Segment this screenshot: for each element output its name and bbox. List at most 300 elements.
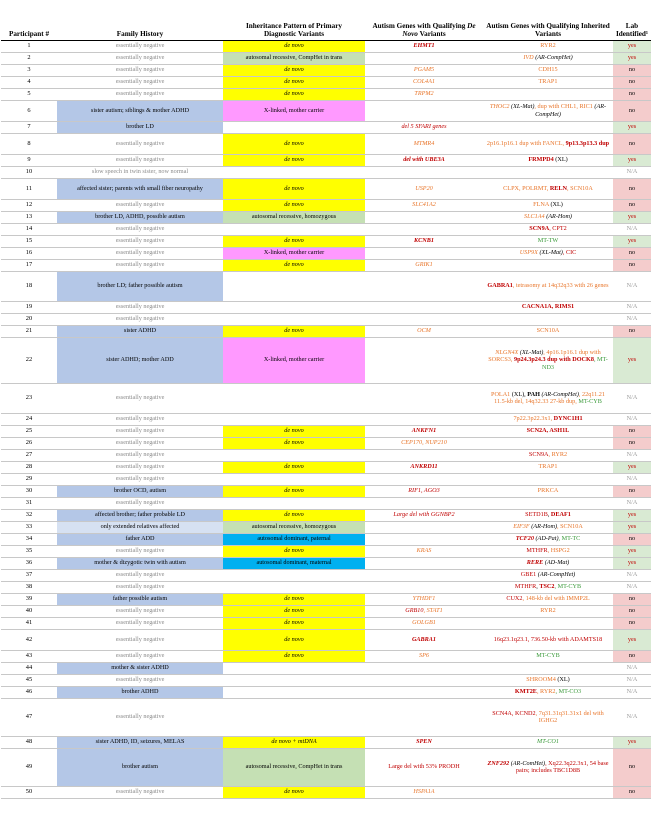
table-row (1, 64, 651, 76)
denovo-cell (365, 64, 483, 76)
denovo-cell (365, 650, 483, 662)
inherited-segment: GBE1 (520, 571, 537, 579)
family-history-cell: father ADD (57, 533, 223, 545)
denovo-cell (365, 154, 483, 166)
lab-cell: yes (613, 235, 651, 247)
inherited-segment: RYR2 (540, 42, 556, 50)
family-history-cell: essentially negative (57, 698, 223, 736)
inherited-cell (483, 674, 613, 686)
family-history-cell: sister ADHD; mother ADD (57, 337, 223, 383)
inherited-cell (483, 662, 613, 674)
inheritance-cell: de novo (223, 64, 365, 76)
table-row (1, 223, 651, 235)
family-history-cell: essentially negative (57, 786, 223, 798)
inherited-cell (483, 211, 613, 223)
table-row (1, 605, 651, 617)
lab-cell: N/A (613, 662, 651, 674)
inheritance-cell (223, 166, 365, 178)
denovo-segment: ANKRD11 (410, 463, 438, 471)
family-history-cell: mother & dizygotic twin with autism (57, 557, 223, 569)
inherited-segment: (XL), (510, 390, 528, 398)
inheritance-cell: X-linked, mother carrier (223, 247, 365, 259)
lab-cell: no (613, 247, 651, 259)
table-row (1, 40, 651, 52)
table-row (1, 786, 651, 798)
table-row (1, 473, 651, 485)
inherited-segment: GABRA1 (487, 282, 513, 290)
inherited-cell (483, 301, 613, 313)
family-history-cell: sister autism; siblings & mother ADHD (57, 100, 223, 121)
family-history-cell: essentially negative (57, 247, 223, 259)
inherited-cell (483, 593, 613, 605)
denovo-segment: GRB10 (405, 607, 424, 615)
inheritance-cell: de novo + mtDNA (223, 736, 365, 748)
family-history-cell: essentially negative (57, 581, 223, 593)
denovo-cell (365, 271, 483, 301)
denovo-cell (365, 593, 483, 605)
participant-cell: 20 (1, 313, 57, 325)
lab-cell: yes (613, 736, 651, 748)
participant-cell: 44 (1, 662, 57, 674)
inherited-segment: , (536, 583, 540, 591)
lab-cell: yes (613, 629, 651, 650)
table-row (1, 581, 651, 593)
family-history-cell: brother OCD, autism (57, 485, 223, 497)
inherited-segment: MT-CYB (578, 398, 602, 405)
inherited-segment: EIF3F (513, 523, 530, 531)
denovo-segment: CEP170, NUP210 (401, 439, 447, 447)
inherited-cell (483, 64, 613, 76)
inherited-cell (483, 698, 613, 736)
denovo-segment: YTHDF1 (412, 595, 436, 603)
family-history-cell: essentially negative (57, 383, 223, 413)
inherited-cell (483, 313, 613, 325)
participant-cell: 46 (1, 686, 57, 698)
lab-cell: yes (613, 52, 651, 64)
inherited-segment: (AR-Hom) (544, 213, 572, 221)
inherited-cell (483, 557, 613, 569)
denovo-cell (365, 485, 483, 497)
inherited-cell (483, 52, 613, 64)
table-row (1, 521, 651, 533)
table-row (1, 178, 651, 199)
table-row (1, 569, 651, 581)
inherited-cell (483, 325, 613, 337)
denovo-cell (365, 662, 483, 674)
denovo-cell (365, 545, 483, 557)
inheritance-cell: de novo (223, 593, 365, 605)
participant-cell: 15 (1, 235, 57, 247)
inherited-cell (483, 178, 613, 199)
inherited-cell (483, 199, 613, 211)
family-history-cell: essentially negative (57, 629, 223, 650)
denovo-cell (365, 383, 483, 413)
inherited-segment: MT-CYB (536, 652, 560, 660)
inherited-segment: , MT-ND3 (541, 356, 608, 371)
denovo-cell (365, 40, 483, 52)
denovo-cell (365, 521, 483, 533)
inherited-segment: , SCN10A (567, 184, 593, 192)
denovo-segment: MTMR4 (413, 139, 435, 147)
denovo-header-novo: Novo (402, 30, 418, 39)
inherited-segment: CLPX, POLRMT, (503, 184, 550, 192)
family-history-cell: essentially negative (57, 154, 223, 166)
table-row (1, 736, 651, 748)
inheritance-cell: X-linked, mother carrier (223, 337, 365, 383)
table-row (1, 650, 651, 662)
denovo-cell (365, 199, 483, 211)
table-row (1, 617, 651, 629)
inherited-cell (483, 223, 613, 235)
inherited-cell (483, 76, 613, 88)
inheritance-cell (223, 301, 365, 313)
denovo-cell (365, 497, 483, 509)
lab-cell: yes (613, 557, 651, 569)
participant-cell: 26 (1, 437, 57, 449)
participant-cell: 24 (1, 413, 57, 425)
inherited-segment: , 4p16.1p16.1 dup with SORCS3, (488, 348, 601, 364)
table-row (1, 199, 651, 211)
inheritance-cell (223, 581, 365, 593)
lab-cell: no (613, 325, 651, 337)
inheritance-cell: autosomal recessive, CompHet in trans (223, 52, 365, 64)
denovo-header (365, 0, 483, 40)
inherited-segment: CACNA1A, RIMS1 (521, 303, 575, 311)
family-history-cell: sister ADHD (57, 325, 223, 337)
inheritance-cell: de novo (223, 40, 365, 52)
lab-cell: yes (613, 461, 651, 473)
denovo-segment: del with UBE3A (403, 156, 445, 164)
family-history-cell: essentially negative (57, 674, 223, 686)
participant-cell: 48 (1, 736, 57, 748)
participant-cell: 33 (1, 521, 57, 533)
inherited-segment: , dup with CHL1, RIC1 (534, 103, 593, 111)
lab-cell: N/A (613, 569, 651, 581)
inheritance-cell: de novo (223, 88, 365, 100)
participant-cell: 31 (1, 497, 57, 509)
table-row (1, 461, 651, 473)
inheritance-cell (223, 698, 365, 736)
table-row (1, 271, 651, 301)
inheritance-cell: de novo (223, 425, 365, 437)
lab-cell: no (613, 64, 651, 76)
family-history-cell: essentially negative (57, 425, 223, 437)
lab-cell: no (613, 485, 651, 497)
inherited-cell (483, 581, 613, 593)
denovo-cell (365, 748, 483, 786)
denovo-header-de: De (467, 21, 476, 30)
inherited-segment: , 148-kb del with IMMP2L (522, 595, 590, 603)
inherited-segment: CDH15 (538, 66, 558, 74)
inherited-segment: , RYR2 (548, 451, 568, 459)
denovo-cell (365, 569, 483, 581)
table-row (1, 629, 651, 650)
denovo-segment: GRIK1 (415, 261, 433, 269)
inherited-segment: SCN2A, ASH1L (526, 427, 570, 435)
inherited-segment: (AD-Mat) (543, 559, 570, 567)
denovo-cell (365, 235, 483, 247)
family-history-cell: essentially negative (57, 650, 223, 662)
inherited-cell (483, 133, 613, 154)
inherited-segment: , CPT2 (549, 225, 567, 233)
table-row (1, 437, 651, 449)
inherited-cell (483, 485, 613, 497)
lab-cell: no (613, 593, 651, 605)
inherited-segment: RYR2 (540, 607, 556, 615)
inherited-segment: SHROOM4 (526, 676, 556, 684)
family-history-cell: essentially negative (57, 52, 223, 64)
participant-cell: 35 (1, 545, 57, 557)
inherited-segment: POLA1 (491, 390, 511, 398)
lab-cell: no (613, 133, 651, 154)
table-row (1, 313, 651, 325)
inherited-segment: , MT-CO3 (555, 688, 582, 696)
table-row (1, 337, 651, 383)
inheritance-cell: de novo (223, 133, 365, 154)
family-history-cell: slow speech in twin sister, now normal (57, 166, 223, 178)
inherited-segment: , tetrasomy at 14q32q33 with 26 genes (512, 282, 609, 290)
inherited-segment: (AR-CompHet) (533, 54, 573, 62)
table-row (1, 545, 651, 557)
family-history-cell: essentially negative (57, 617, 223, 629)
inherited-segment: MTHFR (514, 583, 537, 591)
lab-cell: yes (613, 121, 651, 133)
inherited-segment: MTHFR (526, 547, 548, 555)
inherited-cell (483, 247, 613, 259)
participant-cell: 7 (1, 121, 57, 133)
table-row (1, 449, 651, 461)
lab-cell: no (613, 533, 651, 545)
table-row (1, 662, 651, 674)
denovo-segment: GABRA1 (411, 635, 437, 643)
inherited-cell (483, 650, 613, 662)
participant-cell: 18 (1, 271, 57, 301)
table-row (1, 509, 651, 521)
lab-cell: yes (613, 337, 651, 383)
inherited-cell (483, 461, 613, 473)
inherited-segment: , Xq22.3q22.3x1, 54 base pairs; includes TBC1D8B (515, 759, 609, 774)
table-row (1, 413, 651, 425)
denovo-segment: Large del with 53% PRODH (388, 763, 460, 771)
denovo-cell (365, 133, 483, 154)
inheritance-cell (223, 662, 365, 674)
inheritance-header (223, 0, 365, 40)
inherited-cell (483, 166, 613, 178)
lab-cell: N/A (613, 271, 651, 301)
denovo-cell (365, 461, 483, 473)
inheritance-cell: autosomal recessive, homozygous (223, 211, 365, 223)
inheritance-cell: de novo (223, 605, 365, 617)
inherited-cell (483, 748, 613, 786)
inheritance-cell (223, 686, 365, 698)
family-history-cell: affected brother; father probable LD (57, 509, 223, 521)
inheritance-cell (223, 674, 365, 686)
denovo-cell (365, 337, 483, 383)
family-history-cell: essentially negative (57, 473, 223, 485)
participant-cell: 3 (1, 64, 57, 76)
table-row (1, 533, 651, 545)
inherited-cell (483, 437, 613, 449)
lab-cell: no (613, 259, 651, 271)
family-history-cell: essentially negative (57, 605, 223, 617)
lab-cell: no (613, 100, 651, 121)
denovo-header-end: Variants (417, 30, 446, 39)
table-row (1, 235, 651, 247)
table-row (1, 485, 651, 497)
denovo-cell (365, 88, 483, 100)
lab-header: Lab Identified¹ (613, 0, 651, 40)
lab-cell: N/A (613, 449, 651, 461)
lab-cell: yes (613, 521, 651, 533)
inheritance-cell (223, 121, 365, 133)
inherited-segment: , 22q11.21 11.5-kb del, 14q32.33 27-kb dup, (494, 390, 605, 405)
participant-cell: 19 (1, 301, 57, 313)
inheritance-cell: autosomal recessive, CompHet in trans (223, 748, 365, 786)
inheritance-cell (223, 271, 365, 301)
inherited-segment: SCN4A, KCND2 (492, 709, 536, 717)
inheritance-cell: autosomal dominant, paternal (223, 533, 365, 545)
inherited-segment: DYNC1H1 (553, 415, 583, 423)
inherited-segment: , 7q31.31q31.31x1 del with IGHG2 (535, 709, 604, 724)
participant-cell: 42 (1, 629, 57, 650)
denovo-cell (365, 449, 483, 461)
participant-cell: 40 (1, 605, 57, 617)
inherited-segment: NLGN4X (495, 348, 519, 356)
participant-cell: 16 (1, 247, 57, 259)
denovo-header-pre: Autism Genes with Qualifying (372, 21, 468, 30)
inherited-segment: (XL-Mat) (518, 348, 544, 356)
participant-cell: 1 (1, 40, 57, 52)
participant-cell: 49 (1, 748, 57, 786)
denovo-cell (365, 698, 483, 736)
denovo-cell (365, 166, 483, 178)
family-history-cell: brother ADHD (57, 686, 223, 698)
header-row (1, 0, 651, 40)
lab-cell: yes (613, 509, 651, 521)
denovo-cell (365, 223, 483, 235)
denovo-cell (365, 211, 483, 223)
table-row (1, 211, 651, 223)
table-row (1, 247, 651, 259)
inherited-segment: , CIC (562, 249, 577, 257)
inherited-segment: KMT2E (514, 688, 537, 696)
participant-cell: 32 (1, 509, 57, 521)
denovo-cell (365, 121, 483, 133)
inherited-cell (483, 509, 613, 521)
inheritance-cell: de novo (223, 786, 365, 798)
inheritance-cell (223, 313, 365, 325)
results-table (1, 0, 651, 799)
participant-cell: 10 (1, 166, 57, 178)
inherited-cell (483, 121, 613, 133)
inherited-segment: DEAF1 (550, 511, 571, 519)
inherited-segment: (XL) (555, 676, 570, 684)
family-history-cell: essentially negative (57, 301, 223, 313)
inherited-cell (483, 383, 613, 413)
participant-cell: 41 (1, 617, 57, 629)
table-row (1, 52, 651, 64)
inherited-segment: (AR-CompHet) (535, 103, 607, 118)
denovo-cell (365, 247, 483, 259)
table-row (1, 121, 651, 133)
inherited-segment: MT-TW (537, 237, 559, 245)
family-history-cell: essentially negative (57, 449, 223, 461)
participant-cell: 21 (1, 325, 57, 337)
lab-cell: yes (613, 545, 651, 557)
inherited-cell (483, 786, 613, 798)
denovo-cell (365, 325, 483, 337)
lab-cell: no (613, 425, 651, 437)
family-history-header: Family History (57, 0, 223, 40)
table-row (1, 100, 651, 121)
participant-cell: 6 (1, 100, 57, 121)
family-history-cell: essentially negative (57, 40, 223, 52)
lab-cell: no (613, 650, 651, 662)
table-row (1, 325, 651, 337)
inherited-segment: USP9X (519, 249, 538, 257)
participant-cell: 45 (1, 674, 57, 686)
inherited-cell (483, 259, 613, 271)
denovo-segment: PGAM5 (413, 66, 435, 74)
lab-cell: no (613, 199, 651, 211)
denovo-segment: OCM (417, 327, 431, 335)
participant-cell: 37 (1, 569, 57, 581)
participant-cell: 50 (1, 786, 57, 798)
denovo-segment: KRAS (416, 547, 432, 555)
denovo-segment: COL4A1 (412, 78, 435, 86)
denovo-segment: EHMT1 (413, 42, 435, 50)
denovo-cell (365, 425, 483, 437)
lab-cell: yes (613, 154, 651, 166)
denovo-cell (365, 473, 483, 485)
inherited-cell (483, 154, 613, 166)
denovo-segment: ANKFN1 (411, 427, 437, 435)
participant-cell: 43 (1, 650, 57, 662)
denovo-cell (365, 437, 483, 449)
inheritance-cell: de novo (223, 650, 365, 662)
inherited-cell (483, 413, 613, 425)
inherited-segment: IVD (523, 54, 534, 62)
participant-cell: 30 (1, 485, 57, 497)
denovo-cell (365, 533, 483, 545)
denovo-cell (365, 301, 483, 313)
inherited-segment: RERE (526, 559, 544, 567)
inheritance-cell: X-linked, mother carrier (223, 100, 365, 121)
denovo-segment: USP20 (415, 184, 433, 192)
inherited-segment: 16q23.1q23.1, 736.50-kb with ADAMTS18 (493, 635, 603, 643)
family-history-cell: essentially negative (57, 413, 223, 425)
table-row (1, 425, 651, 437)
inherited-segment: TSC2 (539, 583, 555, 591)
denovo-segment: TRPM2 (414, 90, 434, 98)
participant-cell: 12 (1, 199, 57, 211)
inherited-segment: (AR-Hom) (529, 523, 558, 531)
inherited-segment: SCN9A (528, 451, 549, 459)
family-history-cell: essentially negative (57, 569, 223, 581)
table-row (1, 76, 651, 88)
family-history-cell: essentially negative (57, 76, 223, 88)
inheritance-cell: de novo (223, 617, 365, 629)
family-history-cell: brother autism (57, 748, 223, 786)
inherited-cell (483, 617, 613, 629)
lab-cell: N/A (613, 301, 651, 313)
lab-cell: yes (613, 211, 651, 223)
inherited-cell (483, 235, 613, 247)
inherited-cell (483, 449, 613, 461)
table-row (1, 133, 651, 154)
family-history-cell: sister ADHD, ID, seizures, MELAS (57, 736, 223, 748)
inheritance-cell: de novo (223, 259, 365, 271)
